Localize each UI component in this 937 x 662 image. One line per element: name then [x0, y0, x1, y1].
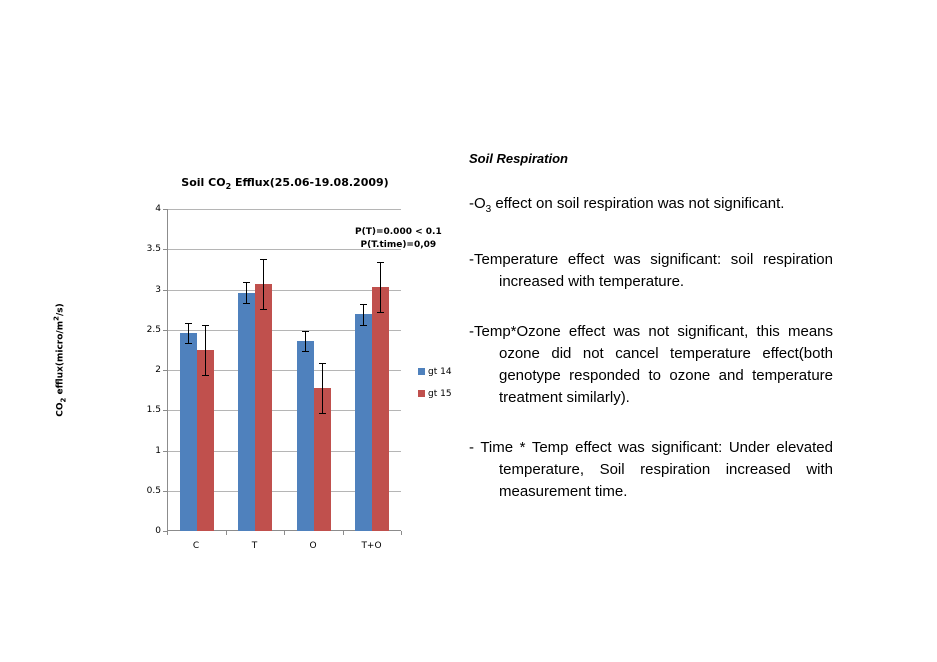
- error-bar: [246, 282, 247, 303]
- y-tick-label: 1.5: [146, 405, 161, 416]
- annotation-p-t: P(T)=0.000 < 0.1: [355, 227, 442, 237]
- error-cap: [302, 331, 309, 332]
- x-tick: [167, 531, 168, 535]
- y-tick-label: 2.5: [146, 324, 161, 335]
- x-tick: [401, 531, 402, 535]
- x-tick: [343, 531, 344, 535]
- significance-annotation: [355, 226, 442, 252]
- notes-panel: [469, 148, 833, 531]
- bar-gt14-C: [180, 333, 197, 531]
- error-cap: [319, 363, 326, 364]
- note-temperature: -Temperature effect was significant: soil respiration increased with temperature.: [469, 251, 833, 290]
- bar-gt14-O: [297, 341, 314, 531]
- plot-area: [146, 204, 401, 551]
- legend-swatch: [418, 390, 425, 397]
- error-cap: [243, 282, 250, 283]
- legend-swatch: [418, 368, 425, 375]
- y-tick-label: 0: [155, 526, 161, 536]
- legend: [418, 366, 452, 410]
- legend-item-gt14: [418, 366, 452, 377]
- error-cap: [360, 304, 367, 305]
- legend-label: gt 15: [428, 388, 452, 399]
- error-cap: [319, 413, 326, 414]
- legend-item-gt15: [418, 388, 452, 399]
- bar-gt14-T: [238, 293, 255, 531]
- bar-gt15-T+O: [372, 287, 389, 531]
- y-tick-label: 3.5: [146, 244, 161, 255]
- error-bar: [188, 323, 189, 344]
- error-bar: [363, 304, 364, 325]
- error-cap: [260, 259, 267, 260]
- error-cap: [243, 303, 250, 304]
- error-bar: [305, 331, 306, 352]
- y-axis: [167, 209, 168, 531]
- annotation-p-t-time: P(T.time)=0,09: [360, 240, 437, 250]
- notes-title: Soil Respiration: [469, 151, 568, 166]
- error-bar: [263, 259, 264, 309]
- y-tick-label: 2: [155, 365, 161, 375]
- y-axis-label: $CO_2$ $efflux(micro/m^2/s)$: [52, 303, 68, 417]
- y-tick-label: 4: [155, 204, 161, 214]
- y-tick-label: 1: [155, 445, 161, 456]
- error-cap: [302, 351, 309, 352]
- x-tick-label: C: [192, 541, 200, 551]
- x-tick: [226, 531, 227, 535]
- error-cap: [185, 343, 192, 344]
- x-tick: [284, 531, 285, 535]
- error-bar: [322, 363, 323, 413]
- bar-gt15-T: [255, 284, 272, 531]
- y-tick-label: 3: [155, 284, 161, 295]
- error-cap: [377, 312, 384, 313]
- bar-gt15-C: [197, 350, 214, 531]
- error-bar: [205, 325, 206, 375]
- error-cap: [377, 262, 384, 263]
- x-tick-label: T: [251, 541, 258, 551]
- x-tick-label: T+O: [361, 541, 382, 551]
- error-bar: [380, 262, 381, 312]
- bar-chart: [0, 0, 470, 600]
- error-cap: [360, 325, 367, 326]
- error-cap: [185, 323, 192, 324]
- error-cap: [202, 325, 209, 326]
- chart-title: Soil $CO_2$ Efflux(25.06-19.08.2009): [181, 176, 389, 192]
- note-ozone: $-O_3$ effect on soil respiration was not significant.: [469, 195, 785, 215]
- bar-gt14-T+O: [355, 314, 372, 531]
- legend-label: gt 14: [428, 366, 452, 377]
- note-time-temp: - Time * Temp effect was significant: Under elevated temperature, Soil respiration increased with measurement time.: [469, 439, 833, 500]
- gridline: [167, 209, 401, 210]
- y-tick-label: 0.5: [146, 485, 161, 496]
- gridline: [167, 290, 401, 291]
- error-cap: [202, 375, 209, 376]
- x-tick-label: O: [309, 541, 317, 551]
- error-cap: [260, 309, 267, 310]
- note-temp-ozone: -Temp*Ozone effect was not significant, this means ozone did not cancel temperature effect(both genotype responded to ozone and temperature treatment similarly).: [469, 323, 833, 406]
